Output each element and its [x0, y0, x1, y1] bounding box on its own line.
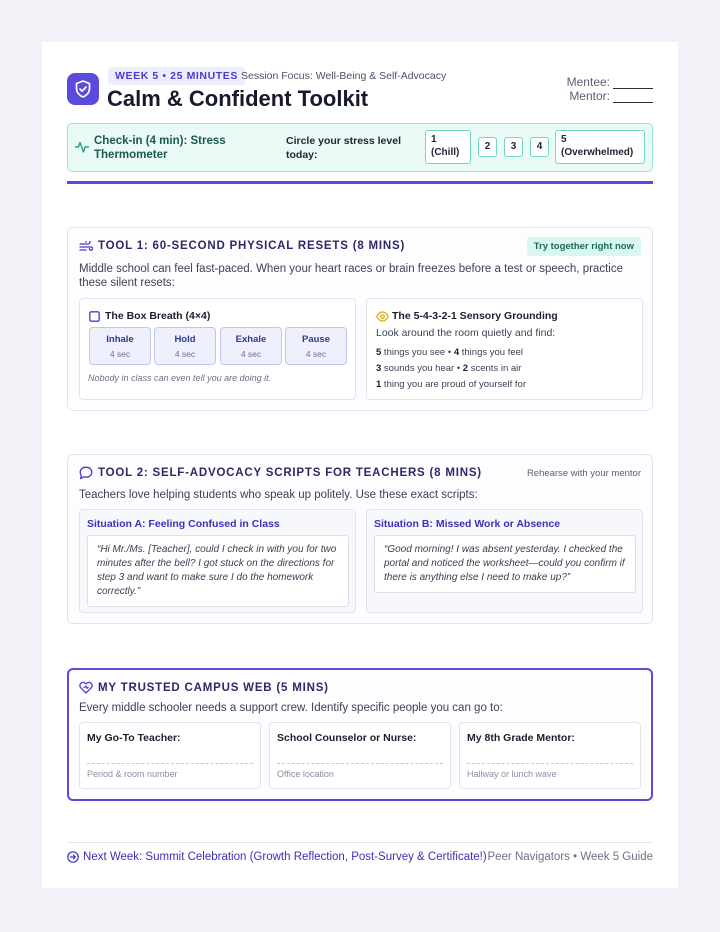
person-placeholder: Office location [277, 769, 334, 779]
mentee-signature[interactable] [567, 75, 653, 89]
step-name: Hold [174, 334, 196, 345]
checkin-panel [67, 123, 653, 172]
tool2-hint: Rehearse with your mentor [526, 468, 641, 479]
box-breath-note: Nobody in class can even tell you are doing it. [88, 373, 272, 383]
mentor-label: Mentor: [569, 89, 610, 103]
situation-b-panel [366, 509, 643, 613]
write-line[interactable] [277, 763, 443, 764]
stress-level-4[interactable]: 4 [530, 137, 549, 157]
tool1-badge: Try together right now [527, 237, 641, 256]
step-time: 4 sec [109, 349, 131, 359]
text: thing you are proud of yourself for [381, 379, 526, 390]
page-title: Calm & Confident Toolkit [107, 86, 369, 111]
arrow-circle-icon [67, 851, 79, 863]
checkin-label: Check-in (4 min): Stress Thermometer [94, 135, 226, 161]
pulse-icon [75, 140, 89, 159]
text: things you see • [381, 347, 454, 358]
box-breath-title: The Box Breath (4×4) [105, 310, 211, 322]
guide-label: Peer Navigators • Week 5 Guide [487, 851, 653, 863]
worksheet-page [42, 42, 678, 888]
grounding-line-3 [376, 379, 526, 390]
step-time: 4 sec [174, 349, 196, 359]
situation-b-title: Situation B: Missed Work or Absence [374, 518, 561, 530]
stress-level-3[interactable]: 3 [504, 137, 523, 157]
write-line[interactable] [467, 763, 633, 764]
step-name: Exhale [235, 334, 267, 345]
person-title: My Go-To Teacher: [87, 732, 181, 744]
tool1-title: TOOL 1: 60-SECOND PHYSICAL RESETS (8 MINS) [98, 240, 406, 252]
grounding-line-1 [376, 347, 523, 358]
next-week-text: Next Week: Summit Celebration (Growth Reflection, Post-Survey & Certificate!) [83, 851, 487, 863]
week-badge: WEEK 5 • 25 MINUTES [108, 67, 245, 85]
box-breath-panel [79, 298, 356, 400]
grounding-title: The 5-4-3-2-1 Sensory Grounding [392, 310, 558, 322]
text: scents in air [468, 363, 522, 374]
shield-check-icon [67, 73, 99, 105]
checkin-prompt: Circle your stress level today: [286, 135, 401, 161]
header-divider [67, 181, 653, 184]
stress-level-5[interactable]: 5 (Overwhelmed) [555, 130, 645, 164]
next-week-link[interactable] [67, 851, 487, 863]
person-placeholder: Hallway or lunch wave [467, 769, 557, 779]
mentee-label: Mentee: [566, 75, 610, 89]
person-title: School Counselor or Nurse: [277, 732, 417, 744]
situation-b-quote: “Good morning! I was absent yesterday. I checked the portal and noticed the worksheet—could you confirm if there is anything else I need to make up?” [374, 535, 636, 593]
wind-icon [79, 240, 93, 258]
counselor-nurse-box[interactable] [269, 722, 451, 789]
text: sounds you hear • [381, 363, 463, 374]
count: 1 [376, 379, 382, 390]
grade-mentor-box[interactable] [459, 722, 641, 789]
person-placeholder: Period & room number [87, 769, 178, 779]
session-focus: Session Focus: Well-Being & Self-Advocacy [241, 70, 447, 82]
person-title: My 8th Grade Mentor: [467, 732, 575, 744]
write-line[interactable] [87, 763, 253, 764]
tool2-desc: Teachers love helping students who speak up politely. Use these exact scripts: [79, 489, 478, 501]
breath-step-exhale [220, 327, 282, 365]
situation-a-panel [79, 509, 356, 613]
count: 3 [376, 363, 382, 374]
situation-a-title: Situation A: Feeling Confused in Class [87, 518, 280, 530]
tool2-title: TOOL 2: SELF-ADVOCACY SCRIPTS FOR TEACHERS (8 MINS) [98, 467, 482, 479]
eye-icon [376, 309, 389, 327]
grounding-line-2 [376, 363, 521, 374]
text: things you feel [459, 347, 524, 358]
campus-web-title: MY TRUSTED CAMPUS WEB (5 MINS) [98, 682, 329, 694]
situation-a-quote: “Hi Mr./Ms. [Teacher], could I check in with you for two minutes after the bell? I got stuck on the directions for step 3 and want to make sure I do the homework correctly.” [87, 535, 349, 607]
step-time: 4 sec [240, 349, 262, 359]
step-name: Pause [302, 334, 330, 345]
breath-step-hold [154, 327, 216, 365]
count: 5 [376, 347, 382, 358]
stress-level-2[interactable]: 2 [478, 137, 497, 157]
tool1-desc: Middle school can feel fast-paced. When your heart races or brain freezes before a test or speech, practice these silent resets: [79, 263, 623, 289]
step-name: Inhale [106, 334, 134, 345]
mentor-line[interactable] [613, 91, 653, 103]
breath-step-pause [285, 327, 347, 365]
grounding-panel [366, 298, 643, 400]
chat-bubble-icon [79, 466, 93, 485]
square-icon [89, 309, 100, 327]
stress-level-1[interactable]: 1 (Chill) [425, 130, 471, 164]
step-time: 4 sec [305, 349, 327, 359]
mentee-line[interactable] [613, 77, 653, 89]
count: 4 [453, 347, 460, 358]
tool2-card [67, 454, 653, 624]
grounding-intro: Look around the room quietly and find: [376, 327, 556, 339]
mentor-signature[interactable] [569, 89, 653, 103]
breath-step-inhale [89, 327, 151, 365]
heart-icon [79, 681, 93, 699]
campus-web-desc: Every middle schooler needs a support crew. Identify specific people you can go to: [79, 702, 503, 714]
count: 2 [462, 363, 469, 374]
go-to-teacher-box[interactable] [79, 722, 261, 789]
tool1-card [67, 227, 653, 411]
footer-divider [67, 842, 653, 843]
campus-web-card [67, 668, 653, 801]
